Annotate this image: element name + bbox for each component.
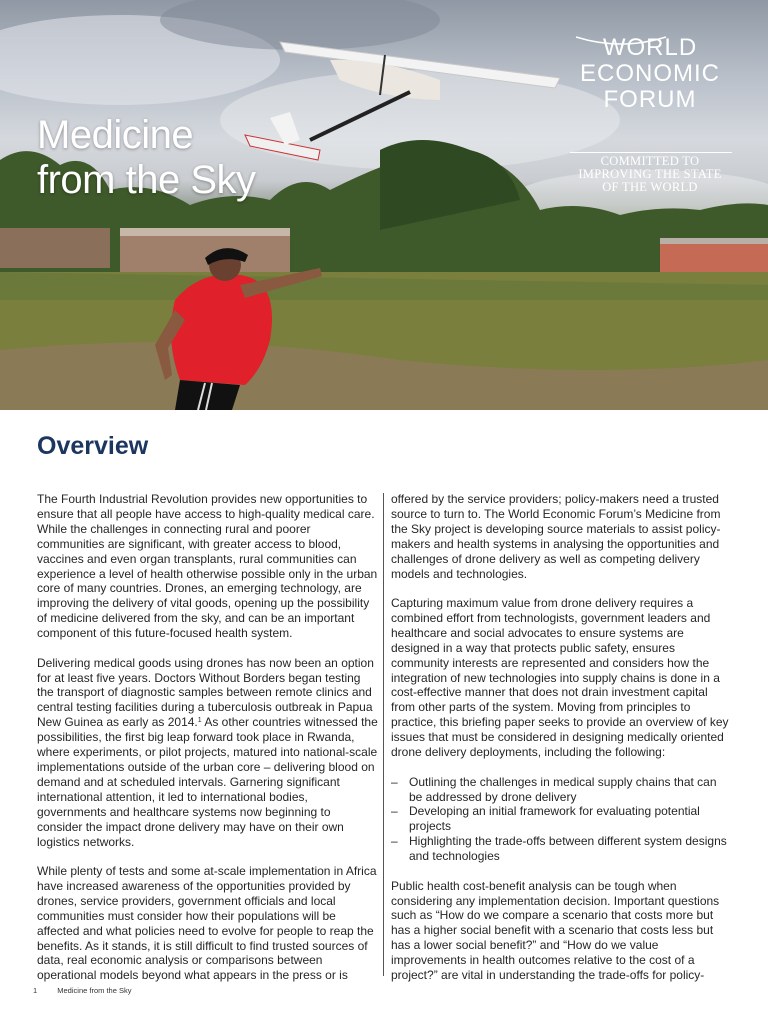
hero-photo [0,0,768,410]
footnote-ref-1[interactable]: 1 [197,717,202,725]
wef-logo [566,35,734,113]
right-paragraph-3: Public health cost-benefit analysis can be tough when considering any implementation decision. Important questions such as “How do we compare a scenario that costs more but has a higher social benefit with a scenario that costs less but has a lower social benefit?” and “How do we value improvements in health outcomes relative to the cost of a project?” are vital in understanding the trade-offs for policy- [391,878,720,983]
right-paragraph-1: offered by the service providers; policy-makers need a trusted source to turn to. The World Economic Forum’s Medicine from the Sky project is developing source materials to assist policy-makers and health systems in analysing the opportunities and challenges of drone delivery as well as competing delivery models and technologies. [391,492,721,581]
key-issues-list [391,775,731,864]
page-number: 1 [33,986,38,995]
logo-arc-icon [566,35,676,49]
hero-title [37,113,337,203]
logo-line-economic: ECONOMIC [580,60,720,87]
left-paragraph-2-part-a: Delivering medical goods using drones has now been an option for at least five years. Doctors Without Borders began testing the transport of diagnostic samples between remote clinics and central testing facilities during a tuberculosis outbreak in Papua New Guinea as early as 2014. [37,655,374,730]
left-paragraph-2 [37,656,379,850]
left-column [37,492,379,998]
logo-divider [570,152,732,153]
column-divider [383,493,384,976]
tagline-line-2: IMPROVING THE STATE [578,167,722,181]
list-item: – Developing an initial framework for evaluating potential projects [391,804,731,834]
right-column [391,492,731,998]
logo-line-world: WORLD [602,34,698,61]
hero-title-line-2: from the Sky [37,158,256,202]
logo-line-forum: FORUM [603,86,697,113]
footer-title: Medicine from the Sky [57,986,132,995]
section-title: Overview [37,432,149,460]
left-paragraph-2-part-b: As other countries witnessed the possibilities, the first big leap forward took place in Rwanda, where experiments, or pilot projects, matured into national-scale implementations outside of the urban core – delivering blood on demand and at scheduled intervals. Garnering significant international attention, it led to international bodies, governments and healthcare systems now beginning to consider the impact drone delivery may have on their own logistics networks. [37,715,378,849]
left-paragraph-3: While plenty of tests and some at-scale implementation in Africa have increased awareness of the opportunities provided by drones, service providers, government officials and local communities must consider how their populations will be affected and what policies need to evolve for people to reap the benefits. As it stands, it is still difficult to find trusted sources of data, real economic analysis or comparisons between operational models beyond what appears in the press or is [37,864,377,983]
right-paragraph-2: Capturing maximum value from drone delivery requires a combined effort from technologists, government leaders and healthcare and social advocates to ensure systems are designed in a way that protects public safety, ensures community interests are represented and considers how the integration of new technologies into supply chains is done in a cost-effective manner that does not drain investment capital from other parts of the system. Moving from principles to practice, this briefing paper seeks to provide an overview of key issues that must be considered in designing medically oriented drone delivery deployments, including the following: [391,596,729,760]
tagline-line-1: COMMITTED TO [600,154,700,168]
list-item: – Outlining the challenges in medical supply chains that can be addressed by drone delivery [391,775,731,805]
logo-tagline [566,155,734,194]
tagline-line-3: OF THE WORLD [602,180,698,194]
list-item: – Highlighting the trade-offs between different system designs and technologies [391,834,731,864]
page-footer [33,986,149,995]
left-paragraph-1: The Fourth Industrial Revolution provides new opportunities to ensure that all people have access to high-quality medical care. While the challenges in connecting rural and poorer communities are significant, with greater access to blood, vaccines and even organ transplants, rural communities can experience a level of health otherwise possible only in the urban core of many countries. Drones, an emerging technology, are improving the delivery of vital goods, opening up the possibility of medicine delivered from the sky, and can be an important component of this future-focused health system. [37,492,378,641]
hero-title-line-1: Medicine [37,113,194,157]
